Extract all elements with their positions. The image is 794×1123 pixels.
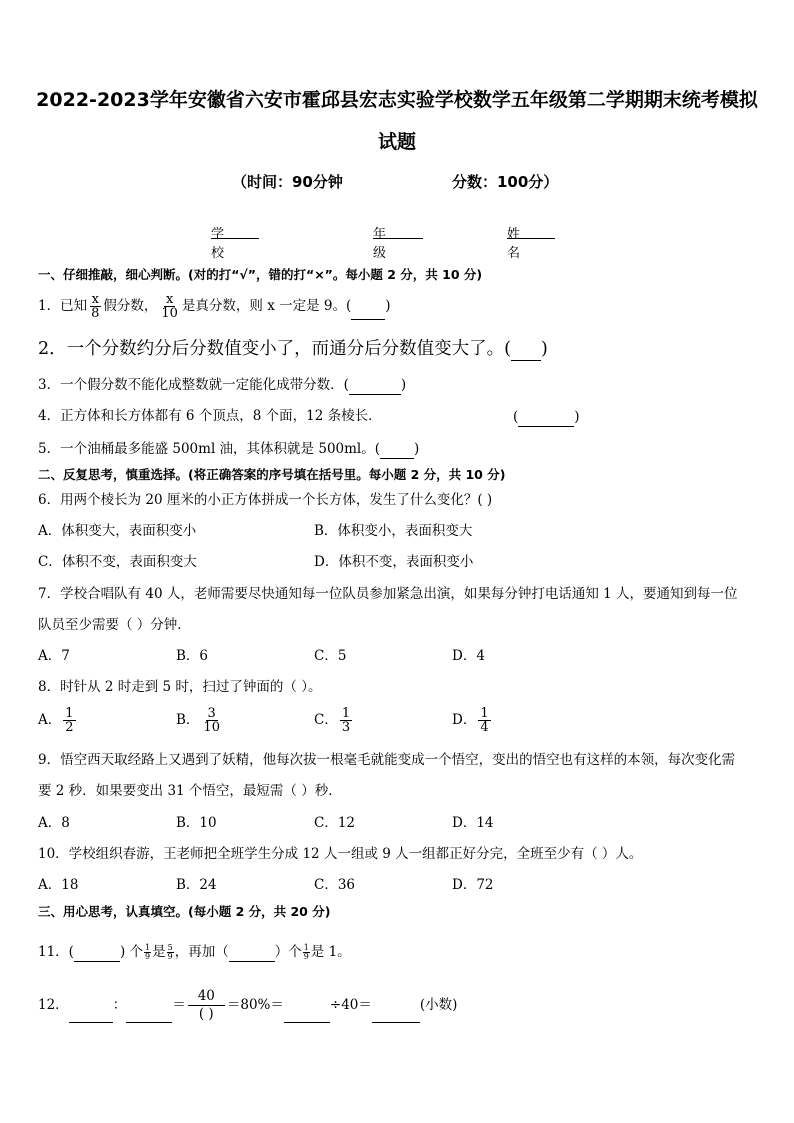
question-7-line-2: 队员至少需要（ ）分钟． [38, 617, 191, 633]
fraction-x-over-10: $\frac{x}{10}$ [161, 292, 178, 321]
q8-option-b[interactable]: B． $\frac{3}{10}$ [176, 706, 220, 735]
q6-option-d[interactable]: D．体积不变，表面积变小 [314, 554, 474, 570]
q7-option-c[interactable]: C．5 [314, 648, 347, 664]
fraction-5-over-9: $\frac{5}{9}$ [167, 943, 173, 961]
answer-blank-4[interactable] [518, 406, 574, 427]
answer-blank-3[interactable] [349, 374, 401, 395]
answer-blank-12b[interactable] [126, 986, 172, 1023]
fraction-40-over-blank: $\frac{40}{( )}$ [188, 988, 225, 1023]
answer-blank-11a[interactable] [74, 941, 120, 962]
answer-blank-2[interactable] [511, 336, 541, 361]
grade-label: 年级 [373, 227, 387, 261]
q7-option-a[interactable]: A．7 [38, 648, 70, 664]
answer-blank-12d[interactable] [284, 986, 330, 1023]
question-2: 2．一个分数约分后分数值变小了，而通分后分数值变大了。( ) [38, 336, 548, 361]
q9-option-b[interactable]: B．10 [176, 815, 217, 831]
q8-option-a[interactable]: A． $\frac{1}{2}$ [38, 706, 74, 735]
q9-option-a[interactable]: A．8 [38, 815, 70, 831]
q8-option-c[interactable]: C． $\frac{1}{3}$ [314, 706, 351, 735]
answer-blank-12a[interactable] [69, 986, 113, 1023]
q6-option-c[interactable]: C．体积不变，表面积变大 [38, 554, 197, 570]
q10-option-b[interactable]: B．24 [176, 877, 217, 893]
q6-option-b[interactable]: B．体积变小，表面积变大 [314, 523, 473, 539]
answer-blank-1[interactable] [351, 299, 385, 320]
fraction-1-over-9-second: $\frac{1}{9}$ [303, 943, 309, 961]
answer-blank-12c[interactable]: ( ) [198, 1006, 214, 1022]
q8-option-d[interactable]: D． $\frac{1}{4}$ [452, 706, 489, 735]
fraction-x-over-8: $\frac{x}{8}$ [91, 292, 100, 321]
fraction-1-over-9: $\frac{1}{9}$ [145, 943, 151, 961]
answer-blank-11b[interactable] [229, 941, 275, 962]
fraction-3-over-10: $\frac{3}{10}$ [203, 706, 220, 735]
question-9-line-1: 9．悟空西天取经路上又遇到了妖精，他每次拔一根毫毛就能变成一个悟空，变出的悟空也有这样的本领，每次变化需 [38, 752, 736, 768]
school-blank[interactable] [211, 223, 259, 239]
school-label: 学校 [211, 227, 225, 261]
fraction-1-over-4: $\frac{1}{4}$ [480, 706, 489, 735]
q6-option-a[interactable]: A．体积变大，表面积变小 [38, 523, 197, 539]
answer-blank-12e[interactable] [372, 986, 420, 1023]
name-blank[interactable] [507, 223, 555, 239]
fraction-1-over-3: $\frac{1}{3}$ [341, 706, 351, 735]
q10-option-c[interactable]: C．36 [314, 877, 356, 893]
section-1-heading: 一、仔细推敲，细心判断。(对的打“√”，错的打“×”。每小题 2 分，共 10 分) [38, 267, 483, 282]
q10-option-a[interactable]: A．18 [38, 877, 79, 893]
question-10: 10．学校组织春游，王老师把全班学生分成 12 人一组或 9 人一组都正好分完，全班至少有（ ）人。 [38, 846, 643, 862]
question-11: 11．( ) 个 $\frac{1}{9}$ 是 $\frac{5}{9}$ ，再加（ ）个 $\frac{1}{9}$ 是 1。 [38, 943, 351, 961]
answer-blank-5[interactable] [380, 438, 414, 459]
exam-title-line1: 2022-2023学年安徽省六安市霍邱县宏志实验学校数学五年级第二学期期末统考模拟 [36, 89, 758, 111]
q7-option-d[interactable]: D．4 [452, 648, 485, 664]
time-limit: （时间：90分钟 [232, 173, 343, 191]
question-1: 1．已知 $\frac{x}{8}$ 假分数， $\frac{x}{10}$ 是真分数，则 x 一定是 9。( ) [38, 292, 391, 321]
section-2-heading: 二、反复思考，慎重选择。(将正确答案的序号填在括号里。每小题 2 分，共 10 分) [38, 467, 506, 482]
section-3-heading: 三、用心思考，认真填空。(每小题 2 分，共 20 分) [38, 904, 331, 919]
question-3: 3．一个假分数不能化成整数就一定能化成带分数．( ) [38, 374, 406, 395]
exam-info [0, 171, 794, 193]
total-score: 分数：100分） [452, 173, 559, 191]
question-8: 8．时针从 2 时走到 5 时，扫过了钟面的（ ）。 [38, 679, 322, 695]
question-7-line-1: 7．学校合唱队有 40 人，老师需要尽快通知每一位队员参加紧急出演，如果每分钟打电话通知 1 人，要通知到每一位 [38, 586, 738, 602]
grade-blank[interactable] [373, 223, 423, 239]
question-4-answer: ( ) [513, 406, 580, 427]
q9-option-d[interactable]: D．14 [452, 815, 494, 831]
q10-option-d[interactable]: D．72 [452, 877, 494, 893]
q7-option-b[interactable]: B．6 [176, 648, 209, 664]
student-info-fields [0, 223, 794, 261]
question-12: 12． ： ＝ $\frac{40}{( )}$ ＝80%＝ ÷40＝ (小数) [38, 988, 458, 1022]
q9-option-c[interactable]: C．12 [314, 815, 356, 831]
fraction-1-over-2: $\frac{1}{2}$ [65, 706, 74, 735]
question-5: 5．一个油桶最多能盛 500ml 油，其体积就是 500ml。( ) [38, 438, 419, 459]
name-label: 姓名 [507, 227, 521, 261]
question-4: 4．正方体和长方体都有 6 个顶点，8 个面，12 条棱长． [38, 408, 382, 424]
question-9-line-2: 要 2 秒．如果要变出 31 个悟空，最短需（ ）秒． [38, 783, 342, 799]
question-6: 6．用两个棱长为 20 厘米的小正方体拼成一个长方体，发生了什么变化？( ) [38, 492, 493, 508]
exam-title-line2: 试题 [377, 131, 416, 153]
